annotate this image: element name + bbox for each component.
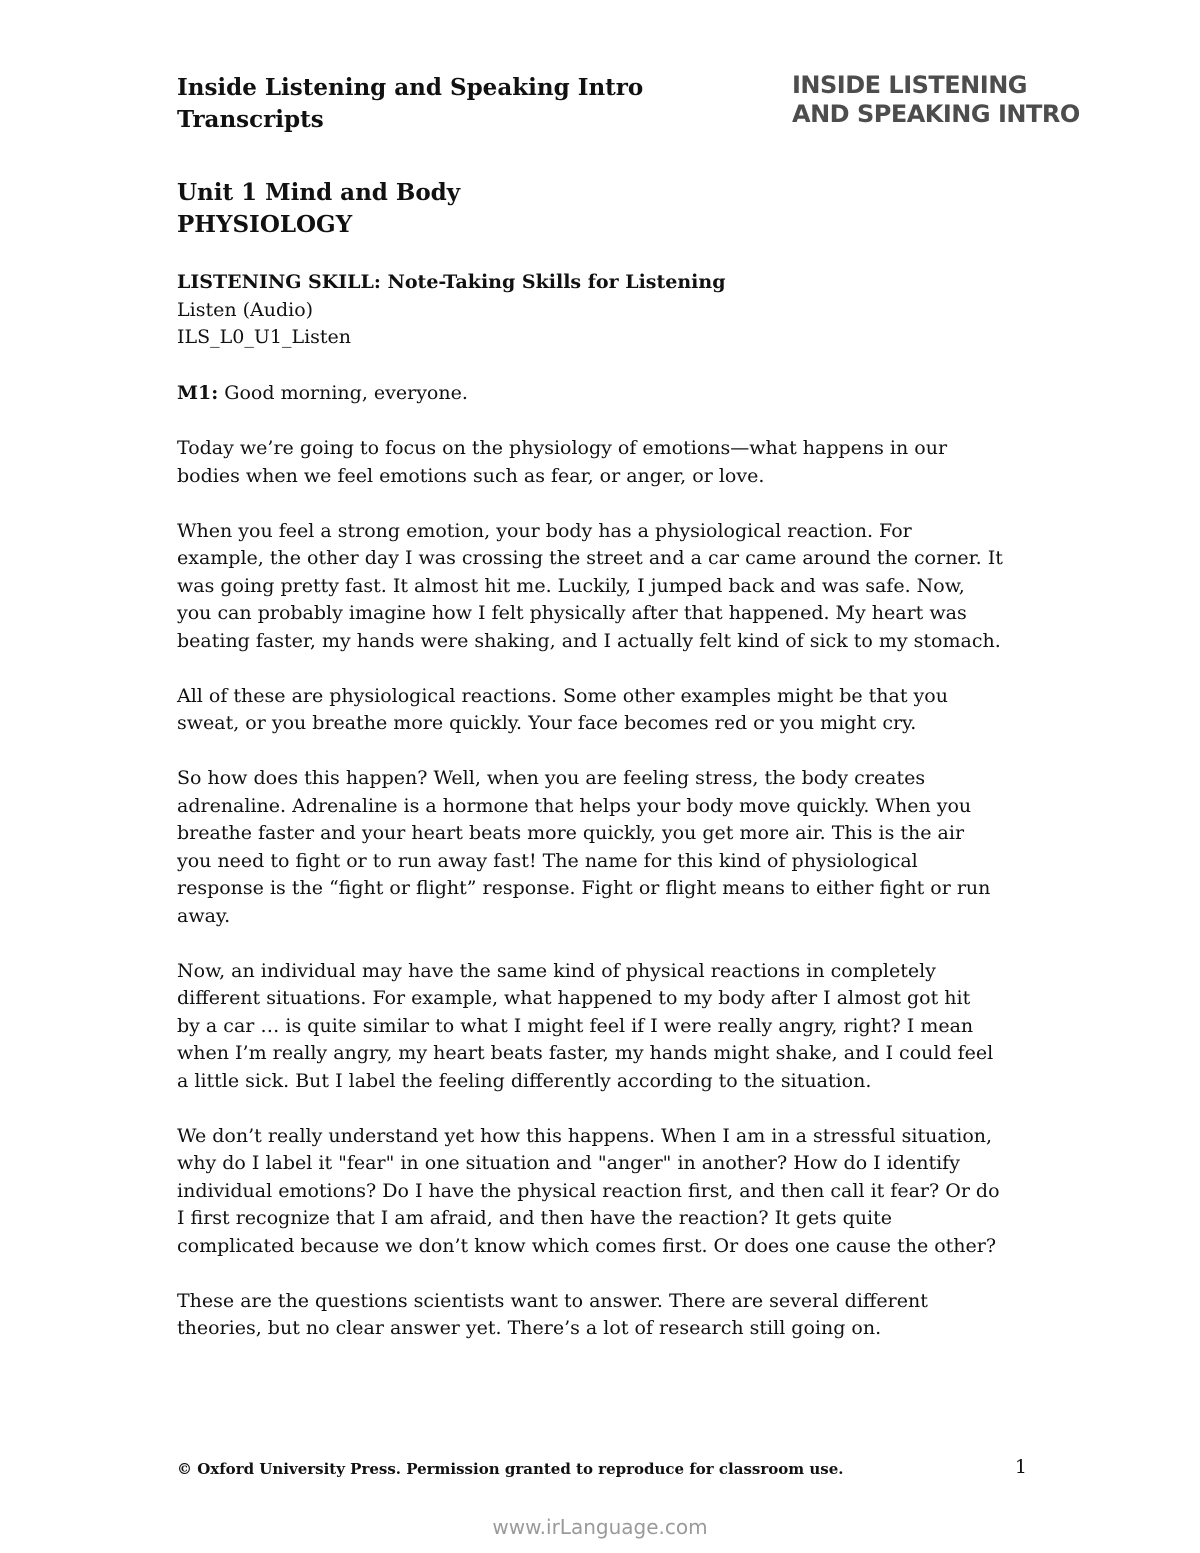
transcript-paragraph bbox=[177, 958, 1037, 1096]
document-title-line-2: Transcripts bbox=[177, 106, 324, 133]
transcript-line: individual emotions? Do I have the physical reaction first, and then call it fear? Or do bbox=[177, 1179, 1000, 1202]
transcript-line: by a car … is quite similar to what I might feel if I were really angry, right? I mean bbox=[177, 1014, 974, 1037]
transcript-line: When you feel a strong emotion, your body has a physiological reaction. For bbox=[177, 519, 912, 542]
skill-block bbox=[177, 269, 877, 352]
transcript-line: was going pretty fast. It almost hit me. Luckily, I jumped back and was safe. Now, bbox=[177, 574, 965, 597]
greeting-text: Good morning, everyone. bbox=[218, 382, 468, 404]
transcript-line: response is the “fight or flight” response. Fight or flight means to either fight or run bbox=[177, 877, 991, 899]
transcript-paragraph bbox=[177, 683, 1037, 738]
unit-subject: PHYSIOLOGY bbox=[177, 211, 353, 238]
series-logo-line-1: INSIDE LISTENING bbox=[792, 71, 1027, 99]
skill-label: LISTENING SKILL: Note-Taking Skills for Listening bbox=[177, 271, 726, 293]
transcript-line: away. bbox=[177, 904, 231, 927]
transcript-paragraph bbox=[177, 518, 1037, 656]
transcript-line: All of these are physiological reactions. Some other examples might be that you bbox=[177, 684, 948, 707]
transcript-line: I first recognize that I am afraid, and then have the reaction? It gets quite bbox=[177, 1207, 892, 1229]
transcript-paragraphs bbox=[177, 435, 1037, 1343]
transcript-line: So how does this happen? Well, when you are feeling stress, the body creates bbox=[177, 767, 926, 789]
transcript-paragraph bbox=[177, 1288, 1037, 1343]
transcript-line: complicated because we don’t know which comes first. Or does one cause the other? bbox=[177, 1234, 997, 1257]
transcript-line: different situations. For example, what happened to my body after I almost got hit bbox=[177, 987, 971, 1009]
transcript-paragraph bbox=[177, 765, 1037, 930]
transcript-line: you can probably imagine how I felt physically after that happened. My heart was bbox=[177, 602, 967, 624]
unit-heading bbox=[177, 177, 777, 241]
page-number: 1 bbox=[1014, 1456, 1027, 1478]
transcript-paragraph bbox=[177, 1123, 1037, 1261]
transcript-line: theories, but no clear answer yet. There’s a lot of research still going on. bbox=[177, 1317, 882, 1339]
transcript-line: These are the questions scientists want to answer. There are several different bbox=[177, 1289, 928, 1312]
transcript-line: beating faster, my hands were shaking, and I actually felt kind of sick to my stomach. bbox=[177, 629, 1001, 652]
series-logo bbox=[792, 71, 1092, 129]
transcript-body bbox=[177, 380, 1037, 1370]
transcript-line: when I’m really angry, my heart beats faster, my hands might shake, and I could feel bbox=[177, 1042, 994, 1064]
transcript-line: example, the other day I was crossing the street and a car came around the corner. It bbox=[177, 547, 1003, 569]
transcript-line: why do I label it "fear" in one situation and "anger" in another? How do I identify bbox=[177, 1152, 960, 1174]
watermark-url: www.irLanguage.com bbox=[492, 1515, 708, 1539]
transcript-line: bodies when we feel emotions such as fear, or anger, or love. bbox=[177, 464, 765, 487]
activity-label: Listen (Audio) bbox=[177, 298, 314, 321]
transcript-line: Now, an individual may have the same kind of physical reactions in completely bbox=[177, 959, 936, 982]
transcript-line: Today we’re going to focus on the physiology of emotions—what happens in our bbox=[177, 437, 948, 459]
transcript-line: you need to fight or to run away fast! The name for this kind of physiological bbox=[177, 849, 918, 872]
audio-id: ILS_L0_U1_Listen bbox=[177, 326, 352, 348]
series-logo-line-2: AND SPEAKING INTRO bbox=[792, 100, 1080, 128]
greeting-paragraph bbox=[177, 380, 1037, 408]
unit-title: Unit 1 Mind and Body bbox=[177, 179, 461, 206]
transcript-line: We don’t really understand yet how this happens. When I am in a stressful situation, bbox=[177, 1124, 993, 1147]
transcript-line: a little sick. But I label the feeling differently according to the situation. bbox=[177, 1069, 872, 1092]
transcript-line: sweat, or you breathe more quickly. Your face becomes red or you might cry. bbox=[177, 712, 917, 734]
document-title-line-1: Inside Listening and Speaking Intro bbox=[177, 74, 644, 101]
transcript-line: adrenaline. Adrenaline is a hormone that helps your body move quickly. When you bbox=[177, 794, 972, 817]
transcript-line: breathe faster and your heart beats more quickly, you get more air. This is the air bbox=[177, 822, 965, 844]
speaker-label: M1: bbox=[177, 382, 219, 404]
transcript-paragraph bbox=[177, 435, 1037, 490]
document-title bbox=[177, 72, 737, 136]
copyright-notice: © Oxford University Press. Permission granted to reproduce for classroom use. bbox=[177, 1460, 844, 1478]
